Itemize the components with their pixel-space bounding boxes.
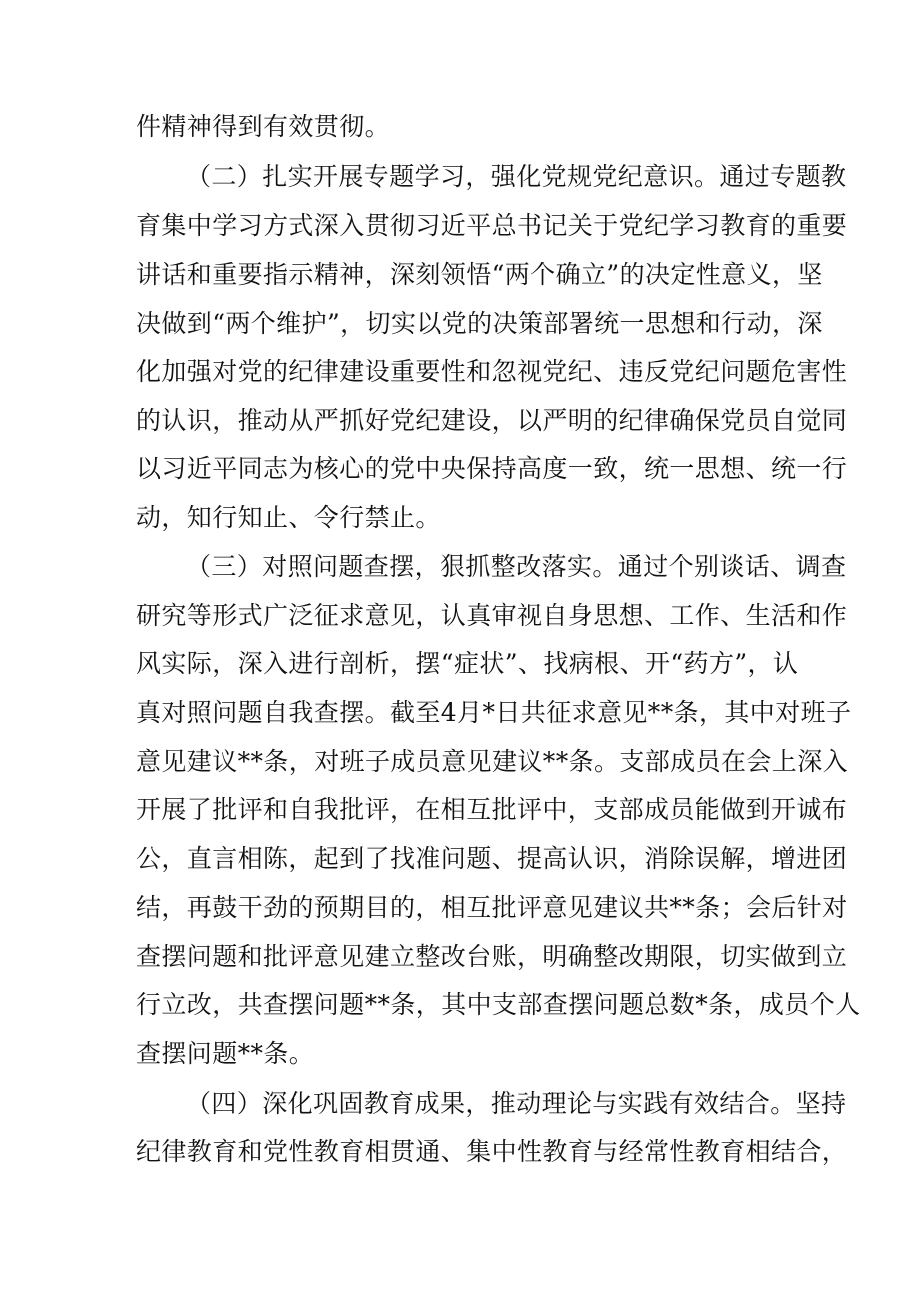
text-line: 研究等形式广泛征求意见，认真审视自身思想、工作、生活和作 bbox=[136, 601, 848, 630]
text-line: 意见建议**条，对班子成员意见建议**条。支部成员在会上深入 bbox=[136, 747, 849, 776]
text-line: 结，再鼓干劲的预期目的，相互批评意见建议共**条；会后针对 bbox=[136, 893, 848, 922]
text-line: 行立改，共查摆问题**条，其中支部查摆问题总数*条，成员个人 bbox=[136, 990, 861, 1019]
text-line: 的认识，推动从严抓好党纪建设，以严明的纪律确保党员自觉同 bbox=[136, 406, 848, 435]
text-line: 纪律教育和党性教育相贯通、集中性教育与经常性教育相结合， bbox=[136, 1137, 848, 1166]
text-line: 查摆问题**条。 bbox=[136, 1039, 315, 1068]
text-line: 公，直言相陈，起到了找准问题、提高认识，消除误解，增进团 bbox=[136, 844, 848, 873]
text-line: 件精神得到有效贯彻。 bbox=[136, 112, 391, 141]
section-heading-line: （二）扎实开展专题学习，强化党规党纪意识。通过专题教 bbox=[186, 162, 847, 191]
text-line: 开展了批评和自我批评，在相互批评中，支部成员能做到开诚布 bbox=[136, 795, 848, 824]
text-line: 以习近平同志为核心的党中央保持高度一致，统一思想、统一行 bbox=[136, 454, 848, 483]
text-line: 化加强对党的纪律建设重要性和忽视党纪、违反党纪问题危害性 bbox=[136, 357, 848, 386]
text-line: 讲话和重要指示精神，深刻领悟“两个确立”的决定性意义，坚 bbox=[136, 260, 823, 289]
text-line: 动，知行知止、令行禁止。 bbox=[136, 503, 441, 532]
section-heading-line: （三）对照问题查摆，狠抓整改落实。通过个别谈话、调查 bbox=[186, 552, 847, 581]
text-line: 真对照问题自我查摆。截至4月*日共征求意见**条，其中对班子 bbox=[136, 698, 852, 727]
section-heading-line: （四）深化巩固教育成果，推动理论与实践有效结合。坚持 bbox=[186, 1089, 847, 1118]
text-line: 育集中学习方式深入贯彻习近平总书记关于党纪学习教育的重要 bbox=[136, 211, 848, 240]
text-line: 决做到“两个维护”，切实以党的决策部署统一思想和行动，深 bbox=[136, 309, 823, 338]
text-line: 风实际，深入进行剖析，摆“症状”、找病根、开“药方”，认 bbox=[136, 649, 799, 678]
text-line: 查摆问题和批评意见建立整改台账，明确整改期限，切实做到立 bbox=[136, 942, 848, 971]
